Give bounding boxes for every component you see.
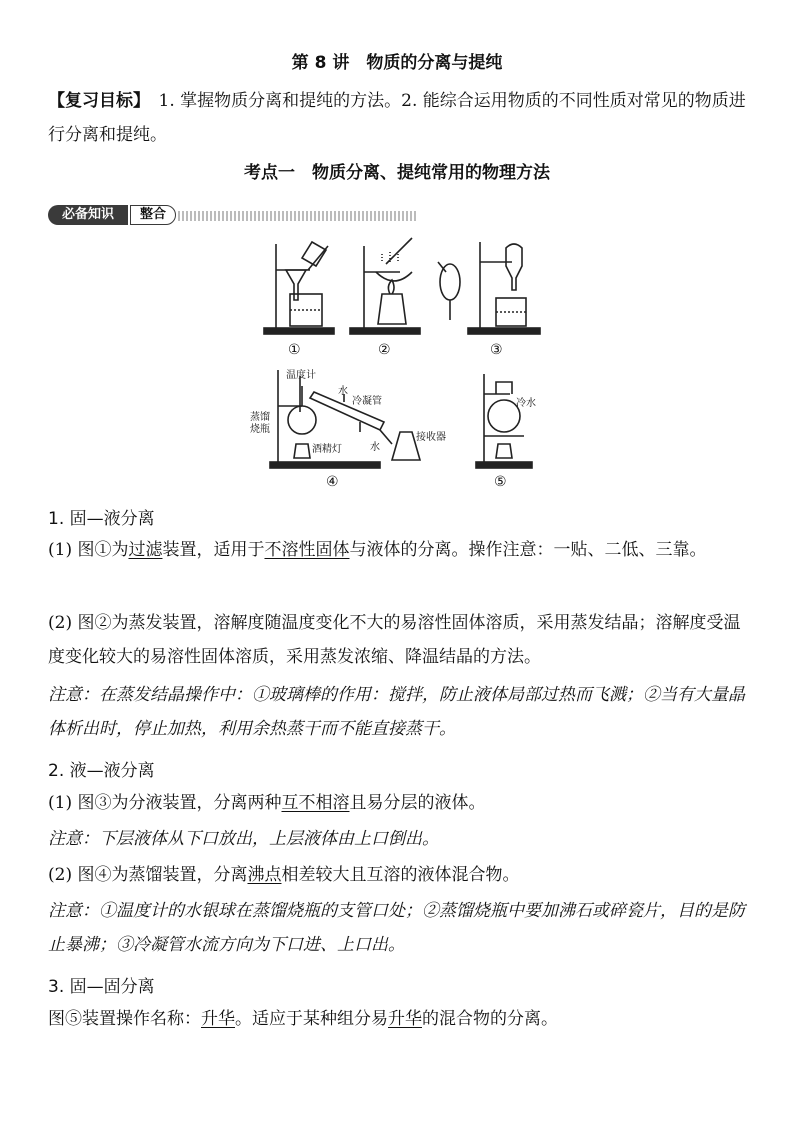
banner-stripes — [178, 211, 418, 221]
s3-p-b: 。适应于某种组分易 — [235, 1009, 388, 1029]
s2-heading: 2. 液—液分离 — [48, 761, 155, 781]
filtration-apparatus — [264, 242, 334, 334]
sublimation-apparatus — [476, 374, 532, 468]
s1-p1-c: 与液体的分离。操作注意：一贴、二低、三靠。 — [349, 540, 707, 560]
s1-p1 — [48, 533, 748, 567]
label-flask-1: 蒸馏 — [250, 412, 270, 423]
s3-p-answer-1: 升华 — [201, 1009, 235, 1029]
s3-p-answer-2: 升华 — [388, 1009, 422, 1029]
label-receiver: 接收器 — [416, 432, 446, 443]
s1-p1-a: (1) 图①为 — [48, 540, 129, 560]
fig-label-4: ④ — [326, 474, 339, 490]
s2-p1-b: 且易分层的液体。 — [349, 793, 486, 813]
s3-p-a: 图⑤装置操作名称： — [48, 1009, 201, 1029]
s1-note: 注意：在蒸发结晶操作中：①玻璃棒的作用：搅拌，防止液体局部过热而飞溅；②当有大量晶体析出时，停止加热，利用余热蒸干而不能直接蒸干。 — [48, 685, 745, 739]
separatory-funnel-apparatus — [438, 242, 540, 334]
fig-label-3: ③ — [490, 342, 503, 358]
s2-p2-b: 相差较大且互溶的液体混合物。 — [281, 865, 520, 885]
fig-label-2: ② — [378, 342, 391, 358]
s2-p2-answer: 沸点 — [247, 865, 282, 885]
s3-p — [48, 1002, 748, 1036]
s2-p1-a: (1) 图③为分液装置，分离两种 — [48, 793, 282, 813]
s1-p2: (2) 图②为蒸发装置，溶解度随温度变化不大的易溶性固体溶质，采用蒸发结晶；溶解度受温度变化较大的易溶性固体溶质，采用蒸发浓缩、降温结晶的方法。 — [48, 613, 741, 667]
label-lamp: 酒精灯 — [312, 444, 342, 455]
label-cold-water: 冷水 — [516, 398, 536, 409]
s2-note2: 注意：①温度计的水银球在蒸馏烧瓶的支管口处；②蒸馏烧瓶中要加沸石或碎瓷片，目的是防止暴沸；③冷凝管水流方向为下口进、上口出。 — [48, 901, 745, 955]
goals-label: 【复习目标】 — [48, 91, 142, 111]
s3-heading: 3. 固—固分离 — [48, 977, 155, 997]
evaporation-apparatus — [350, 238, 420, 334]
topic-heading: 考点一 物质分离、提纯常用的物理方法 — [244, 163, 550, 183]
label-water-out: 水 — [370, 442, 380, 453]
s2-p2 — [48, 858, 748, 892]
s1-p1-answer-1: 过滤 — [128, 540, 163, 560]
s2-p2-a: (2) 图④为蒸馏装置，分离 — [48, 865, 248, 885]
s3-p-c: 的混合物的分离。 — [422, 1009, 558, 1029]
apparatus-figures-row1 — [250, 232, 550, 362]
s2-note1: 注意：下层液体从下口放出，上层液体由上口倒出。 — [48, 829, 439, 849]
s1-heading: 1. 固—液分离 — [48, 509, 155, 529]
banner-tag2: 整合 — [130, 205, 176, 225]
fig-label-1: ① — [288, 342, 301, 358]
label-water-in: 水 — [338, 386, 348, 397]
apparatus-figures-row2 — [240, 364, 540, 490]
goals-text: 1. 掌握物质分离和提纯的方法。2. 能综合运用物质的不同性质对常见的物质进行分离和提纯。 — [48, 91, 746, 145]
banner-tag: 必备知识 — [48, 205, 128, 225]
page-title: 第 8 讲 物质的分离与提纯 — [291, 53, 503, 73]
s1-p1-answer-2: 不溶性固体 — [264, 540, 350, 560]
label-flask-2: 烧瓶 — [250, 424, 270, 435]
s1-p1-b: 装置，适用于 — [162, 540, 265, 560]
review-goals — [48, 84, 748, 152]
fig-label-5: ⑤ — [494, 474, 507, 490]
label-condenser: 冷凝管 — [352, 396, 382, 407]
label-thermometer: 温度计 — [286, 370, 316, 381]
s2-p1-answer: 互不相溶 — [281, 793, 350, 813]
distillation-apparatus — [270, 370, 420, 468]
s2-p1 — [48, 786, 748, 820]
